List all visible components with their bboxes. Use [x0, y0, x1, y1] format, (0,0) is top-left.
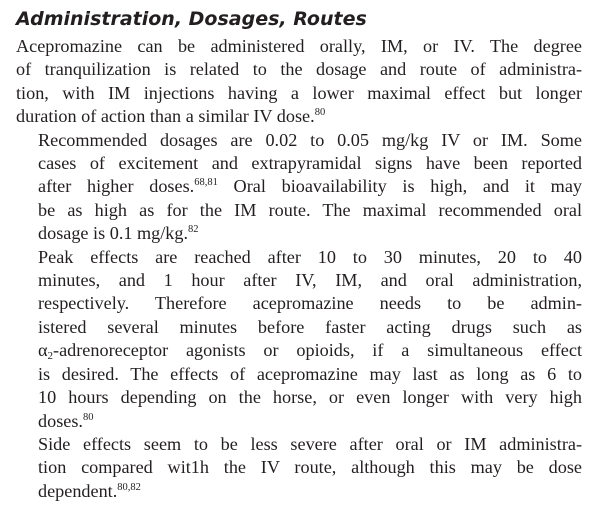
paragraph-4: [16, 433, 582, 503]
text-line-with-subscript: [16, 339, 582, 362]
text-line: minutes, and 1 hour after IV, IM, and oral administration,: [38, 270, 582, 291]
text-line-last: [16, 222, 582, 245]
text-line: cases of excitement and extrapyramidal signs have been reported: [38, 153, 582, 174]
text-line: respectively. Therefore acepromazine needs to be admin-: [38, 293, 582, 314]
text-line-last: [16, 410, 582, 433]
text-line: tion, with IM injections having a lower maximal effect but longer: [16, 82, 582, 103]
text-line: Side effects seem to be less severe after oral or IM administra-: [38, 433, 582, 454]
text-line: is desired. The effects of acepromazine may last as long as 6 to: [38, 363, 582, 384]
text-fragment: dosage is 0.1 mg/kg.: [38, 223, 189, 244]
citation-ref: 68,81: [194, 177, 218, 189]
text-fragment: after higher doses.: [38, 176, 195, 197]
text-line: Acepromazine can be administered orally, IM, or IV. The degree: [16, 36, 582, 56]
text-line: istered several minutes before faster acting drugs such as: [38, 316, 582, 337]
section-heading: Administration, Dosages, Routes: [16, 8, 367, 30]
alpha-symbol: α: [38, 340, 48, 361]
text-line: Peak effects are reached after 10 to 30 minutes, 20 to 40: [38, 246, 582, 267]
text-line: tion compared wit1h the IV route, although this may be dose: [38, 457, 582, 478]
text-fragment: doses.: [38, 410, 83, 431]
citation-ref: 80: [314, 107, 326, 119]
text-fragment: duration of action than a similar IV dose.: [16, 106, 315, 127]
text-line-last: [16, 105, 582, 128]
subscript-2: 2: [47, 350, 54, 363]
text-fragment: dependent.: [38, 480, 118, 501]
paragraph-2: [16, 129, 582, 246]
text-line-last: [16, 480, 582, 503]
citation-ref: 82: [188, 224, 199, 236]
text-line: Recommended dosages are 0.02 to 0.05 mg/kg IV or IM. Some: [38, 129, 582, 150]
citation-ref: 80: [82, 411, 94, 423]
text-line: be as high as for the IM route. The maximal recommended oral: [38, 199, 582, 220]
paragraph-3: [16, 246, 582, 433]
text-line: of tranquilization is related to the dosage and route of administra-: [16, 59, 582, 80]
text-fragment: -adrenoreceptor agonists or opioids, if a simultaneous effect: [53, 340, 582, 361]
text-line: 10 hours depending on the horse, or even longer with very high: [38, 387, 582, 408]
text-line-with-ref: [16, 175, 582, 198]
citation-ref: 80,82: [117, 481, 141, 493]
text-fragment: Oral bioavailability is high, and it may: [217, 176, 582, 197]
paragraph-1: [16, 35, 582, 129]
